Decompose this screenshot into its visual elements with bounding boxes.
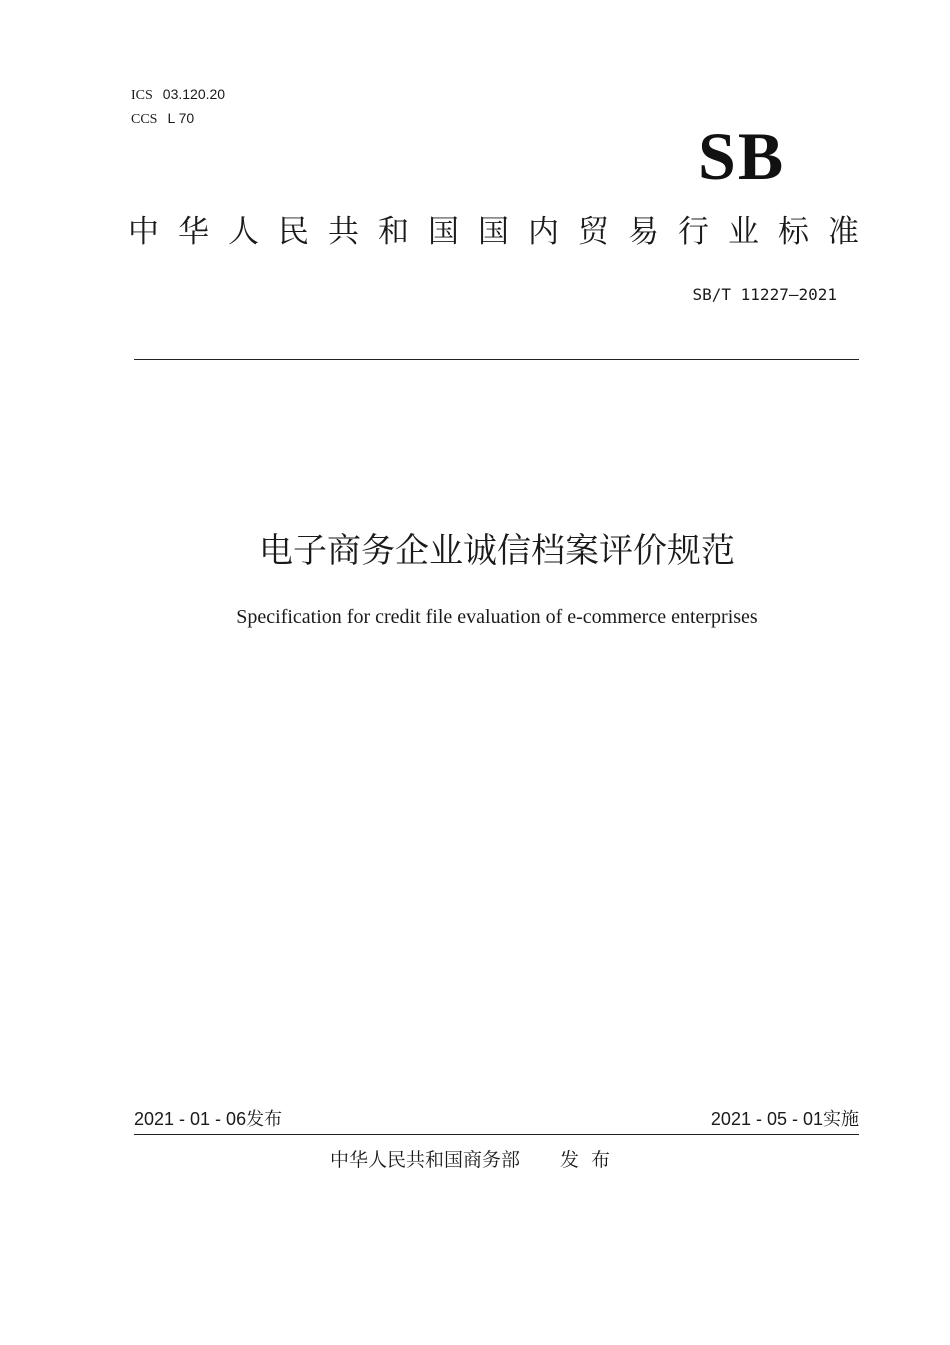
- industry-title-char: 内: [528, 214, 559, 250]
- industry-title-char: 华: [178, 214, 209, 250]
- ccs-label: CCS: [131, 112, 158, 127]
- issue-date: 2021 - 01 - 06: [134, 1109, 247, 1129]
- industry-title-char: 中: [128, 214, 159, 250]
- ccs-value: L 70: [167, 110, 195, 126]
- document-title-cn: 电子商务企业诚信档案评价规范: [259, 531, 735, 571]
- industry-title-char: 民: [278, 214, 309, 250]
- ics-label: ICS: [131, 88, 153, 103]
- industry-title-char: 业: [728, 214, 759, 250]
- document-title-en: Specification for credit file evaluation of e-commerce enterprises: [236, 606, 758, 628]
- industry-title-char: 和: [378, 214, 409, 250]
- industry-title-char: 行: [678, 214, 709, 250]
- implement-date: 2021 - 05 - 01: [710, 1109, 823, 1129]
- publisher-line: [330, 1147, 622, 1173]
- sb-logo: SB: [698, 118, 786, 194]
- header-divider: [134, 359, 859, 360]
- implement-label: 实施: [823, 1109, 859, 1130]
- ics-line: [131, 86, 225, 104]
- publisher-name: 中华人民共和国商务部: [330, 1149, 521, 1171]
- ccs-line: [131, 110, 194, 128]
- issue-label: 发布: [246, 1109, 283, 1130]
- industry-title-char: 易: [628, 214, 659, 250]
- industry-title-char: 国: [428, 214, 459, 250]
- industry-title-char: 人: [228, 214, 259, 250]
- industry-title-char: 共: [328, 214, 359, 250]
- industry-title-char: 贸: [578, 214, 609, 250]
- industry-title-char: 准: [828, 214, 859, 250]
- ics-value: 03.120.20: [162, 86, 226, 102]
- issue-date-line: [134, 1106, 282, 1133]
- industry-title-char: 标: [778, 214, 809, 250]
- publisher-action: 发布: [560, 1149, 623, 1171]
- footer-divider: [134, 1134, 859, 1135]
- standard-number: SB/T 11227—2021: [692, 285, 837, 304]
- industry-title-char: 国: [478, 214, 509, 250]
- implement-date-line: [711, 1106, 859, 1133]
